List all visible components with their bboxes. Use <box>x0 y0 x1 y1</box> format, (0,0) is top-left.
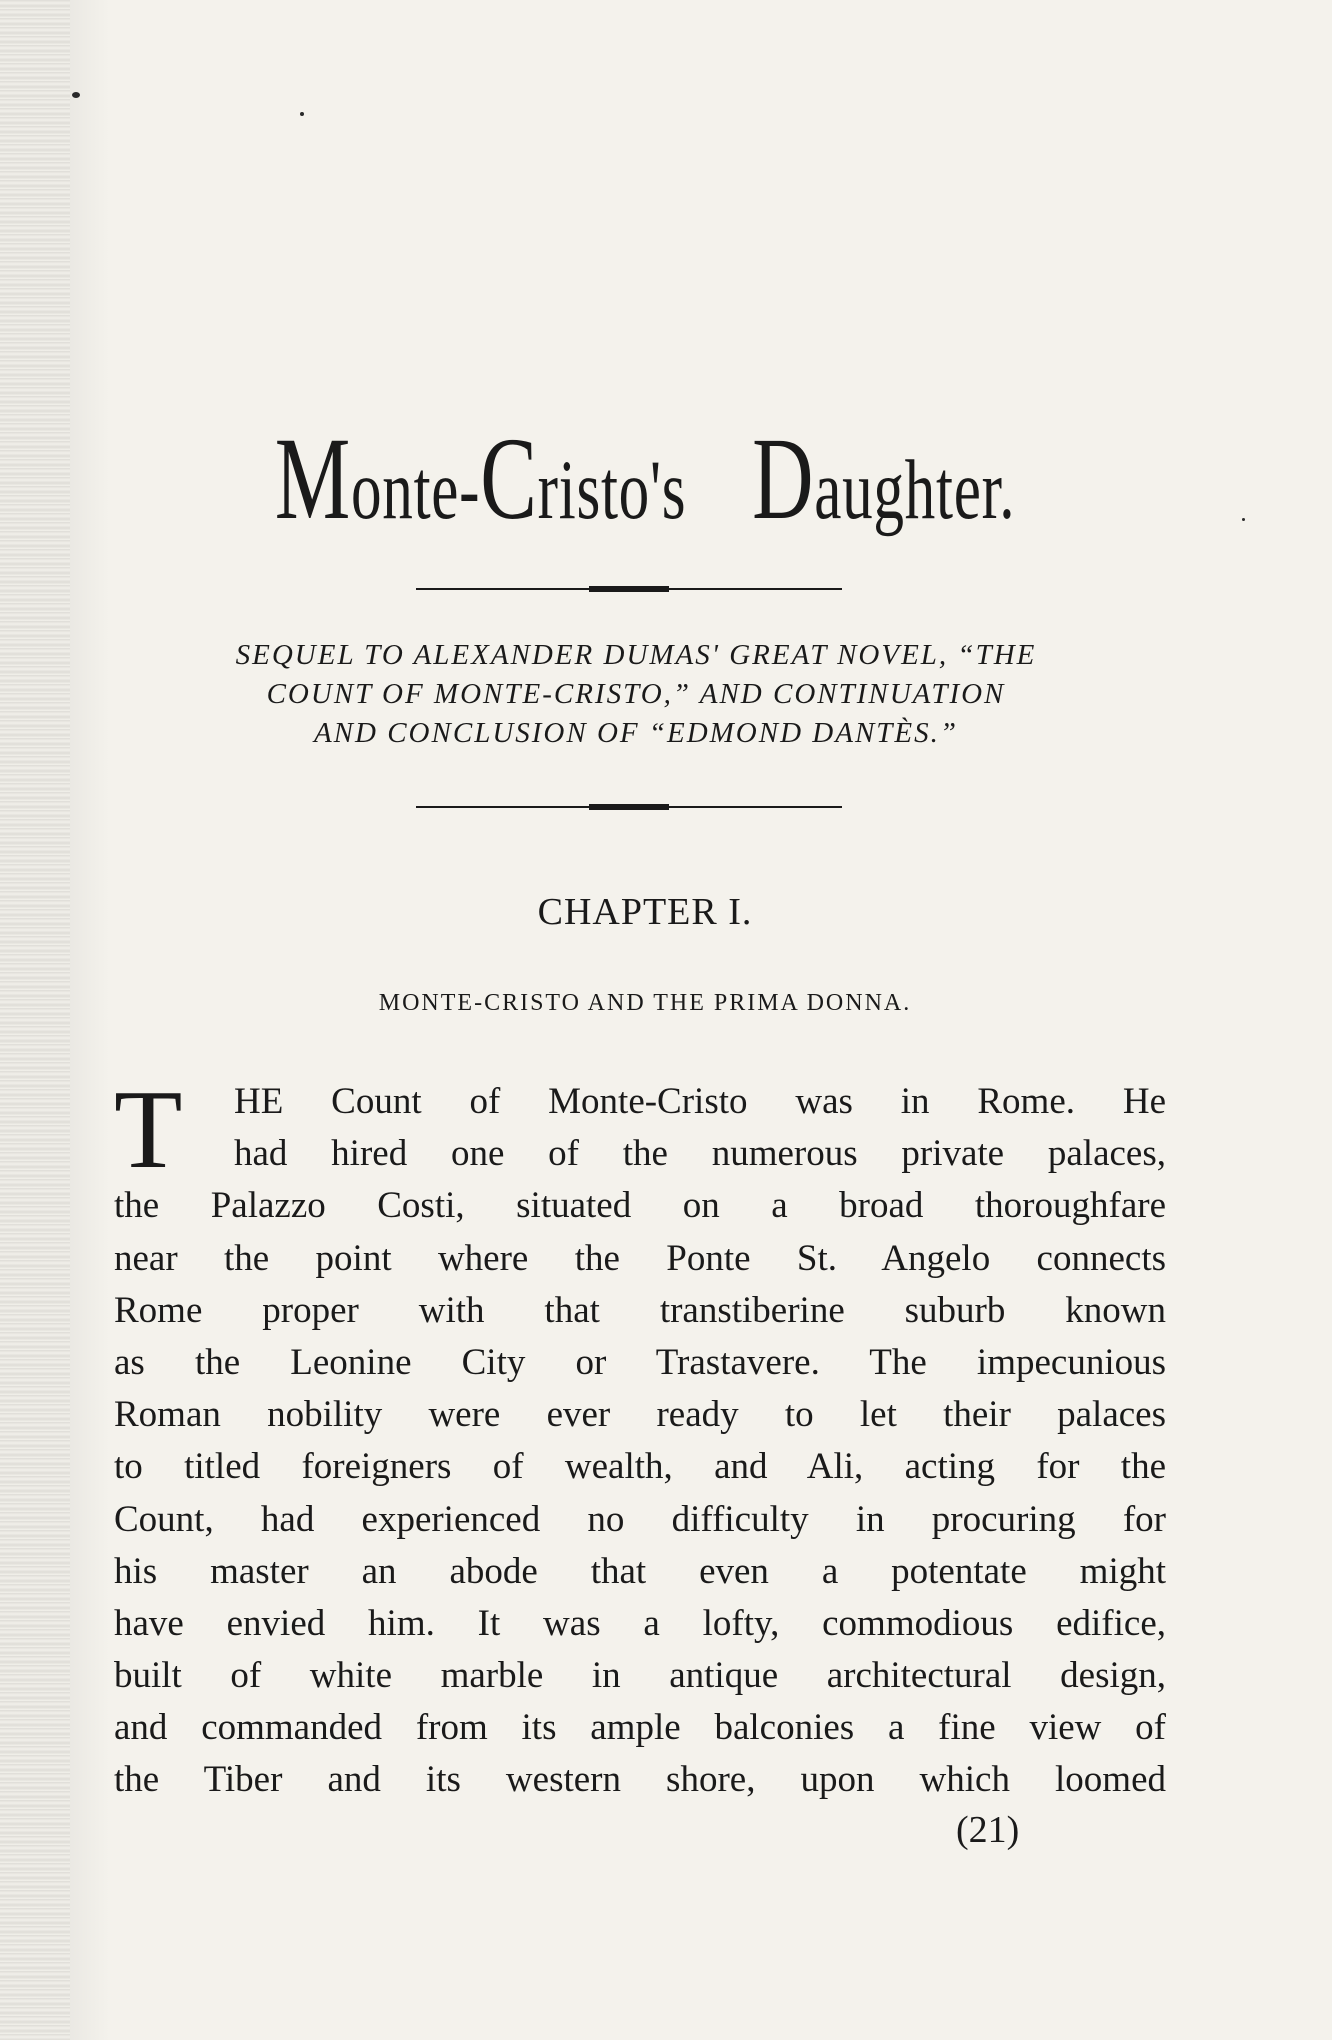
body-line-12: built of white marble in antique architectural design, <box>114 1655 1166 1697</box>
print-speck <box>72 92 80 98</box>
title-part-monte: onte- <box>350 443 481 537</box>
print-speck <box>1242 518 1245 521</box>
body-line-2: had hired one of the numerous private palaces, <box>234 1133 1166 1175</box>
ornamental-rule-bottom <box>416 806 842 808</box>
chapter-heading: CHAPTER I. <box>537 891 753 933</box>
book-title <box>253 413 1038 544</box>
print-speck <box>300 112 304 116</box>
body-line-5: Rome proper with that transtiberine suburb known <box>114 1289 1166 1331</box>
chapter-body <box>114 1068 1166 1807</box>
body-line-10: his master an abode that even a potentate might <box>114 1550 1166 1592</box>
page-number: (21) <box>956 1809 1020 1851</box>
chapter-title: MONTE-CRISTO AND THE PRIMA DONNA. <box>378 990 912 1016</box>
body-line-4: near the point where the Ponte St. Angelo connects <box>114 1237 1166 1279</box>
body-line-11: have envied him. It was a lofty, commodious edifice, <box>114 1602 1166 1644</box>
body-line-8: to titled foreigners of wealth, and Ali, acting for the <box>114 1446 1166 1488</box>
ornamental-rule-top <box>416 588 842 590</box>
title-part-daughter: aughter. <box>814 443 1016 537</box>
body-line-1: HE Count of Monte-Cristo was in Rome. He <box>234 1081 1166 1122</box>
title-initial-c: C <box>480 413 538 544</box>
body-line-3: the Palazzo Costi, situated on a broad thoroughfare <box>114 1185 1166 1227</box>
subtitle-line-3: AND CONCLUSION OF “EDMOND DANTÈS.” <box>313 717 959 749</box>
body-line-14: the Tiber and its western shore, upon which loomed <box>114 1759 1166 1801</box>
title-part-cristos: risto's <box>537 443 687 537</box>
title-initial-d: D <box>752 413 815 544</box>
body-line-7: Roman nobility were ever ready to let their palaces <box>114 1394 1166 1436</box>
scanned-gutter-fade <box>70 0 110 2040</box>
title-initial-m: M <box>274 413 351 544</box>
scanned-gutter-shadow <box>0 0 70 2040</box>
drop-cap: T <box>114 1068 183 1192</box>
body-line-9: Count, had experienced no difficulty in procuring for <box>114 1498 1166 1540</box>
subtitle-line-1: SEQUEL TO ALEXANDER DUMAS' GREAT NOVEL, “THE <box>235 639 1037 671</box>
body-line-6: as the Leonine City or Trastavere. The impecunious <box>114 1341 1166 1383</box>
subtitle-line-2: COUNT OF MONTE-CRISTO,” AND CONTINUATION <box>266 678 1006 710</box>
body-line-13: and commanded from its ample balconies a fine view of <box>114 1707 1166 1749</box>
book-subtitle <box>110 636 1162 753</box>
